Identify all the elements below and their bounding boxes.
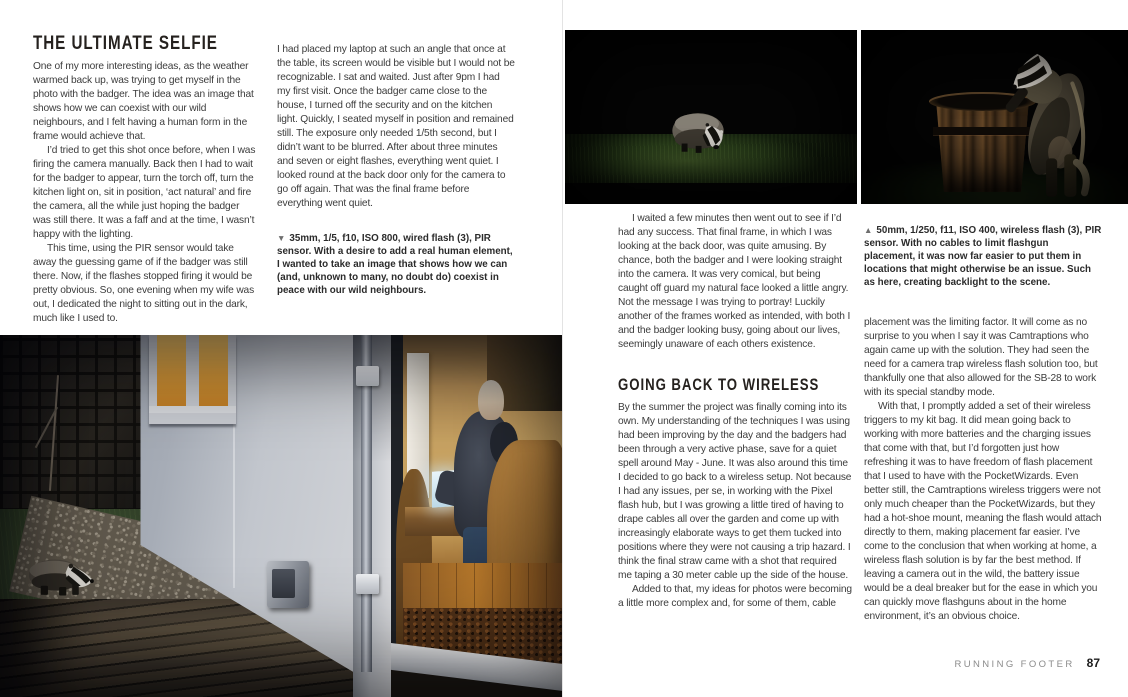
section-heading: GOING BACK TO WIRELESS [618,376,820,394]
paragraph: One of my more interesting ideas, as the weather warmed back up, was trying to get myself in the photo with the badger. The idea was an image that shows how we can coexist with our wild neighbours, and I felt having a human form in the frame would achieve that. [33,61,254,142]
lit-interior-through-door [391,335,562,697]
left-column-2 [277,43,515,297]
pipe-bracket [356,366,378,386]
page-gutter [562,0,563,697]
pipe-bracket [356,574,378,594]
badger-garden-illustration [25,549,104,596]
running-footer [954,656,1100,670]
down-triangle-icon: ▼ [277,233,286,243]
paragraph: This time, using the PIR sensor would take away the guessing game of if the badger was still there. Now, if the flashes stopped firing it would be pretty obvious. So, one evening when my wife was out, I dedicated the night to sitting out in the dark, much like I used to. [33,243,255,324]
paragraph: placement was the limiting factor. It will come as no surprise to you when I say it was Camtraptions who again came up with the solution. They had seen the need for a camera trap wireless flash solution too, but thankfully one that also allowed for the SB-28 to work with its special standby mode. [864,317,1098,398]
patio-door-frame [353,335,391,697]
badger-walking-illustration [670,105,734,154]
left-column-1 [33,60,256,326]
paragraph: With that, I promptly added a set of their wireless triggers to my kit bag. It did mean going back to working with more batteries and the charging issues that come with that, but I’d forgotten just how refreshing it was to have freedom of flash placement that I used to have with the PocketWizards. Even better still, the Camtraptions wireless triggers were not only much cheaper than the PocketWizards, but they had a hot-shoe mount, meaning the flash would attach directly to them, making placement far easier. I’ve come to the conclusion that when working at home, a wireless flash solution is by far the best method. If leaving a camera out in the wild, the battery issue would be a deal breaker but for the ease in which you can quickly move flashguns about in the home environment, it’s an obvious choice. [864,401,1102,622]
up-triangle-icon: ▲ [864,225,873,235]
photo-caption-left [277,232,515,297]
caption-text: 35mm, 1/5, f10, ISO 800, wired flash (3), PIR sensor. With a desire to add a real human element, I wanted to take an image that shows how we can (and, unknown to many, no doubt do) coexist in peace with our wild neighbours. [277,233,513,296]
right-column-1 [618,212,852,611]
right-column-2 [864,224,1102,624]
paragraph: I waited a few minutes then went out to see if I’d had any success. That final frame, in which I was looking at the back door, was quite amusing. By chance, both the badger and I were looking straight into the camera. It was very comical, but being caught off guard my natural face looked a little angry. Not the message I was trying to portray! Luckily another of the frames worked as intended, with both I and the badger looking busy, going about our lives, seemingly unaware of each others existence. [618,213,851,350]
photo-badger-barrel [861,30,1128,204]
paragraph: I’d tried to get this shot once before, when I was firing the camera manually. Back then I had to wait for the badger to appear, turn the torch off, turn the kitchen light on, sit in position, ‘act natural’ and fire the camera, all the while just hoping the badger was still there. It was a faff and at the time, I wasn’t happy with the lighting. [33,145,256,240]
outdoor-utility-box [267,561,309,608]
paragraph: Added to that, my ideas for photos were becoming a little more complex and, for some of them, cable [618,584,852,609]
photo-caption-right [864,224,1102,289]
window-pane [199,335,229,406]
footer-label: RUNNING FOOTER [954,659,1075,670]
caption-text: 50mm, 1/250, f11, ISO 400, wireless flash (3), PIR sensor. With no cables to limit flashgun placement, it was now far easier to put them in locations that might otherwise be an issue. Such as here, creating backlight to the scene. [864,225,1102,288]
kitchen-window [149,335,236,424]
window-pane [157,335,187,406]
photo-badger-outside-house [0,335,562,697]
page-number: 87 [1086,656,1100,670]
badger-standing-illustration [986,39,1106,201]
person-head [478,380,504,420]
window-sill [149,406,236,413]
photo-badger-lawn [565,30,857,204]
paragraph: I had placed my laptop at such an angle that once at the table, its screen would be visible but I would not be recognizable. I sat and waited. Just after 9pm I had my first visit. Once the badger came close to the house, I turned off the security and on the kitchen light. Quickly, I seated myself in position and remained still. The exposure only needed 1/5th second, but I didn’t want to be blurred. After about three minutes and seven or eight flashes, everything went quiet. I looked round at the back door only for the camera to go off again. That was the final frame before everything went quiet. [277,44,515,209]
article-title: THE ULTIMATE SELFIE [33,33,218,54]
paragraph: By the summer the project was finally coming into its own. My understanding of the techniques I was using had been improving by the day and the badgers had been through a very active phase, save for a quiet spell around May - June. It was also around this time I decided to go back to a wireless setup. Not because I had any issues, per se, in working with the Pixel flash hub, but I was growing a little tired of having to drape cables all over the garden and come up with increasingly elaborate ways to get them tucked into positions where they were not causing a trip hazard. I think the final straw came with a shot that required me taping a 30 meter cable up the side of the house. [618,402,852,581]
